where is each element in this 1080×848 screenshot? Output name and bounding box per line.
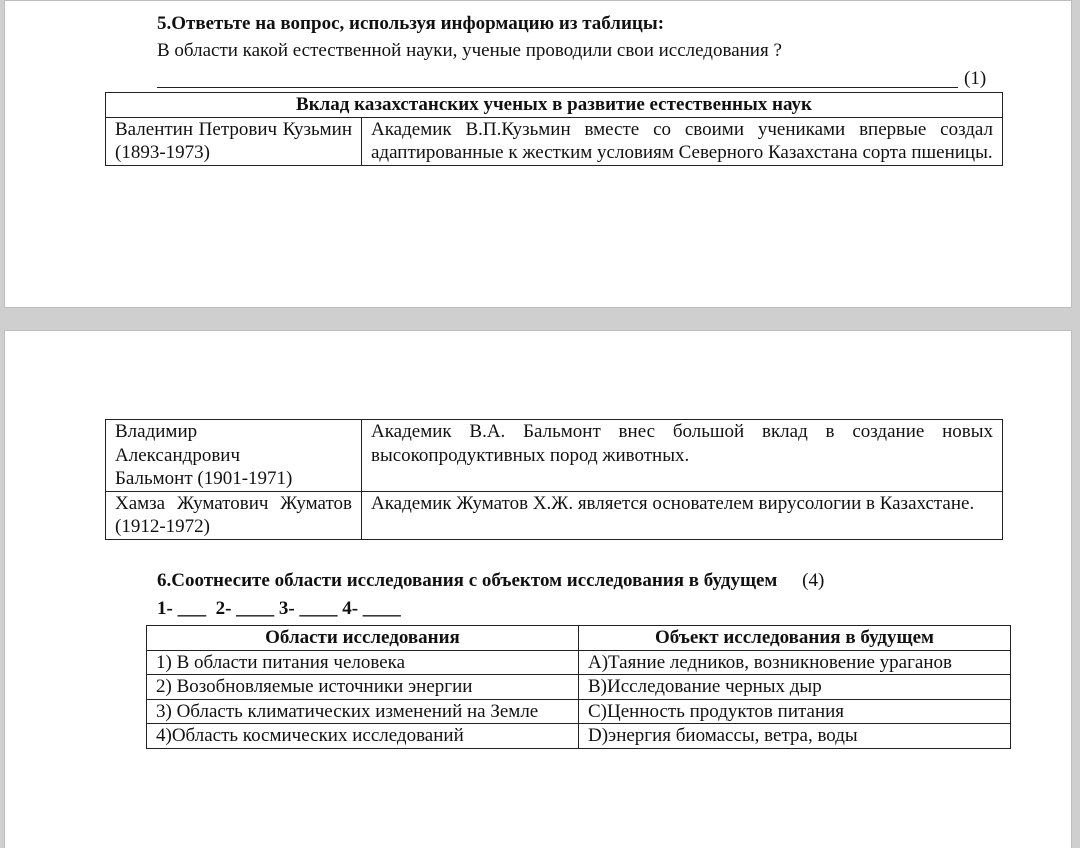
column-header-areas: Области исследования xyxy=(147,626,579,651)
research-area: 4)Область космических исследований xyxy=(147,724,579,749)
column-header-objects: Объект исследования в будущем xyxy=(579,626,1011,651)
scientists-table-part2 xyxy=(105,419,1003,540)
table-row xyxy=(147,650,1011,675)
research-area: 1) В области питания человека xyxy=(147,650,579,675)
table-row xyxy=(106,117,1003,165)
research-object: C)Ценность продуктов питания xyxy=(579,699,1011,724)
document-page-1 xyxy=(4,0,1072,308)
q6-points: (4) xyxy=(802,570,825,591)
q5-answer-line xyxy=(157,87,958,88)
scientist-contribution: Академик В.П.Кузьмин вместе со своими учениками впервые создал адаптированные к жестким условиям Северного Казахстана сорта пшеницы. xyxy=(362,117,1003,165)
research-area: 3) Область климатических изменений на Земле xyxy=(147,699,579,724)
scientist-contribution: Академик Жуматов Х.Ж. является основателем вирусологии в Казахстане. xyxy=(362,491,1003,539)
table-row xyxy=(147,699,1011,724)
table-row xyxy=(106,491,1003,539)
table-row xyxy=(106,420,1003,492)
q5-points: (1) xyxy=(964,68,987,89)
scientist-name: Владимир Александрович Бальмонт (1901-1971) xyxy=(106,420,362,492)
q6-answer-template: 1- ___ 2- ____ 3- ____ 4- ____ xyxy=(157,598,401,619)
research-area: 2) Возобновляемые источники энергии xyxy=(147,675,579,700)
research-object: D)энергия биомассы, ветра, воды xyxy=(579,724,1011,749)
q5-title: 5.Ответьте на вопрос, используя информацию из таблицы: xyxy=(157,13,665,34)
q6-title: 6.Соотнесите области исследования с объектом исследования в будущем xyxy=(157,570,778,591)
table-row xyxy=(147,724,1011,749)
scientist-name: Хамза Жуматович Жуматов (1912-1972) xyxy=(106,491,362,539)
scientist-name: Валентин Петрович Кузьмин (1893-1973) xyxy=(106,117,362,165)
research-object: A)Таяние ледников, возникновение ураганов xyxy=(579,650,1011,675)
research-object: B)Исследование черных дыр xyxy=(579,675,1011,700)
scientist-contribution: Академик В.А. Бальмонт внес большой вклад в создание новых высокопродуктивных пород животных. xyxy=(362,420,1003,492)
table-title: Вклад казахстанских ученых в развитие естественных наук xyxy=(106,93,1003,118)
table-row xyxy=(147,675,1011,700)
q5-question: В области какой естественной науки, ученые проводили свои исследования ? xyxy=(157,40,782,61)
scientists-table-part1 xyxy=(105,92,1003,166)
q6-heading xyxy=(157,569,824,592)
document-page-2 xyxy=(4,330,1072,848)
matching-table xyxy=(146,625,1011,749)
